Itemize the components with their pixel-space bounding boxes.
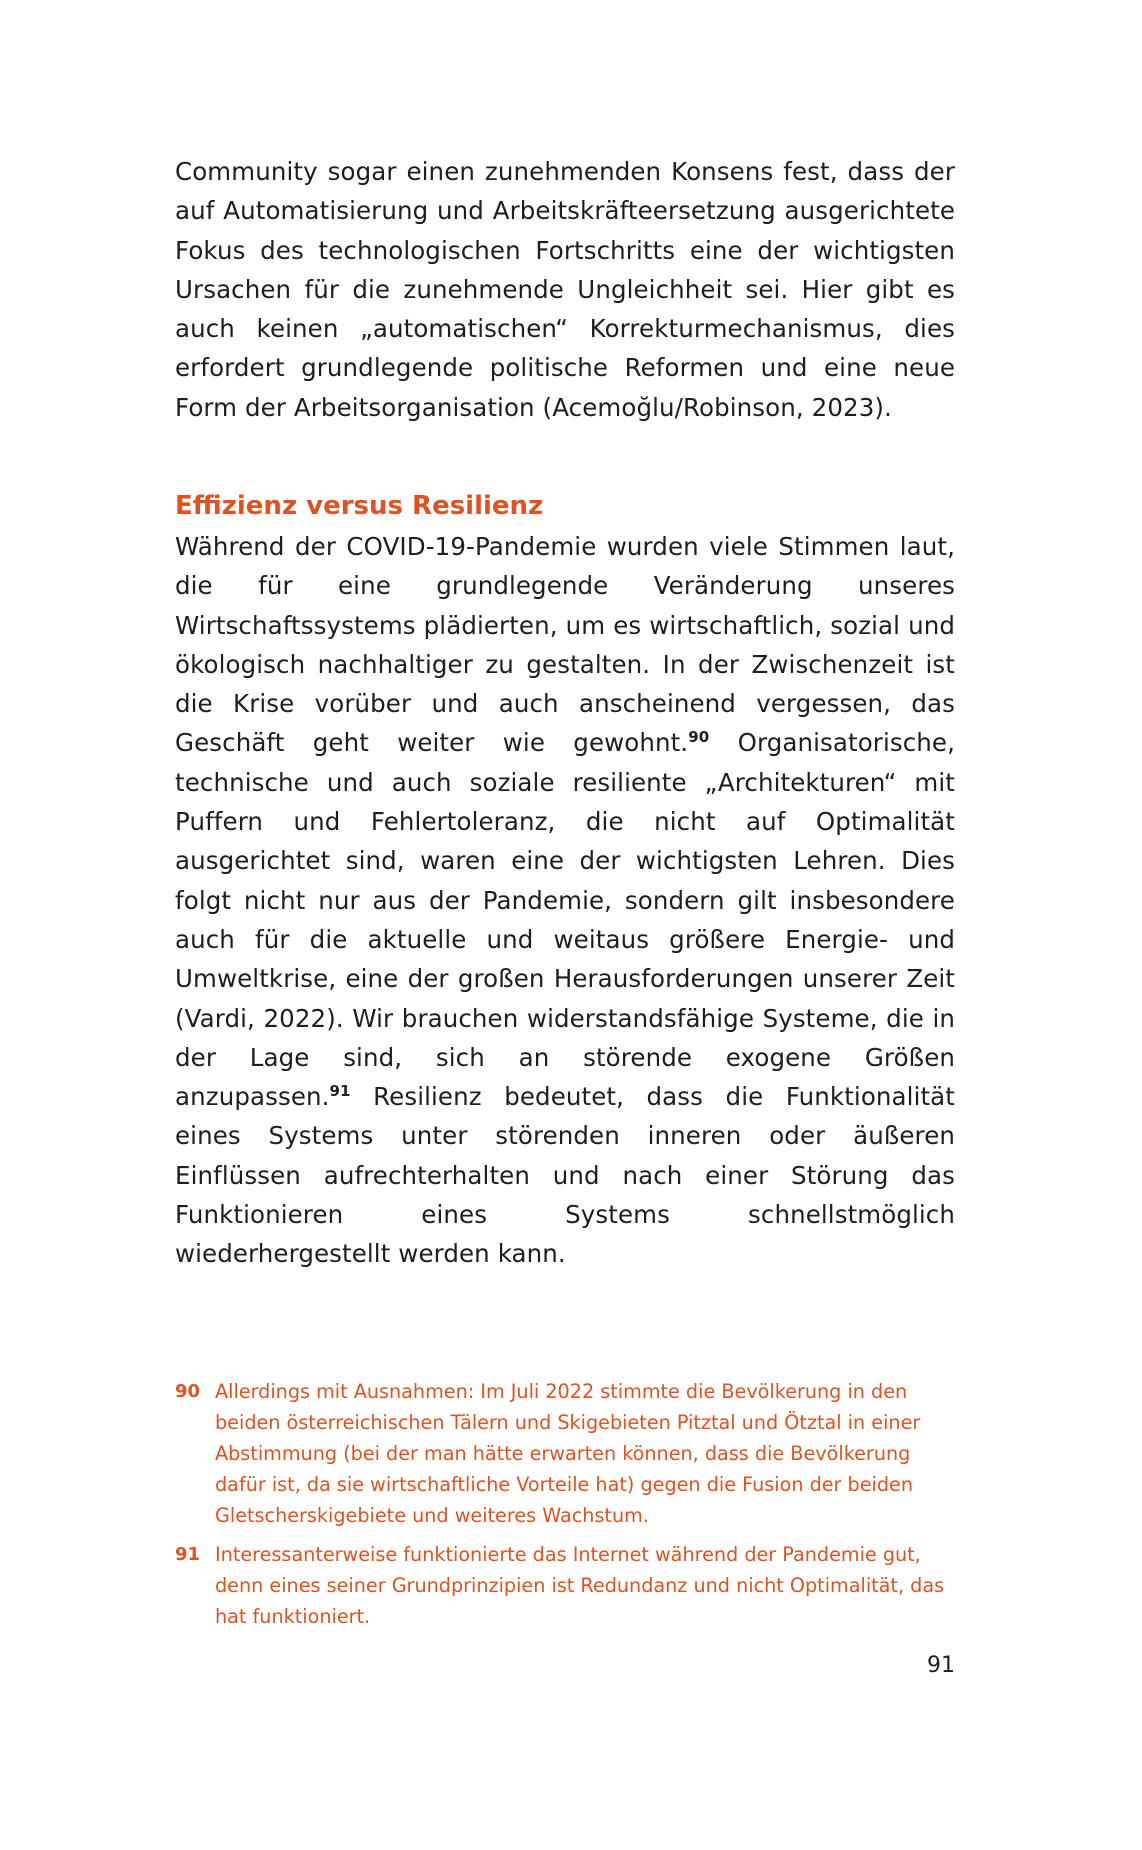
intro-paragraph-block: [175, 152, 955, 427]
footnote-number: 90: [175, 1381, 201, 1402]
page-number: 91: [927, 1653, 955, 1678]
intro-paragraph: Community sogar einen zunehmenden Konsens fest, dass der auf Automatisierung und Arbeitskräfteersetzung ausgerichtete Fokus des technologischen Fortschritts eine der wichtigsten Ursachen für die zunehmende Ungleichheit sei. Hier gibt es auch keinen „automatischen“ Korrekturmechanismus, dies erfordert grundlegende politische Reformen und eine neue Form der Arbeitsorganisation (Acemoğlu/Robinson, 2023).: [175, 157, 955, 422]
footnote-91: [175, 1539, 955, 1632]
footnote-number: 91: [175, 1544, 201, 1565]
footnote-reference-91[interactable]: 91: [329, 1082, 351, 1100]
footnote-90: [175, 1376, 955, 1531]
section-paragraph-block: [175, 527, 955, 1274]
footnotes-section: [175, 1376, 955, 1640]
footnote-text: Interessanterweise funktionierte das Internet während der Pandemie gut, denn eines seiner Grundprinzipien ist Redundanz und nicht Optimalität, das hat funktioniert.: [215, 1543, 945, 1628]
section-paragraph: [175, 527, 955, 1274]
section-text-part-3: Resilienz bedeutet, dass die Funktionalität eines Systems unter störenden inneren oder äußeren Einflüssen aufrechterhalten und nach einer Störung das Funktionieren eines Systems schnellstmöglich wiederhergestellt werden kann.: [175, 1082, 955, 1269]
section-heading: Effizienz versus Resilienz: [175, 491, 544, 521]
footnote-reference-90[interactable]: 90: [688, 728, 710, 747]
footnote-text: Allerdings mit Ausnahmen: Im Juli 2022 stimmte die Bevölkerung in den beiden österreichischen Tälern und Skigebieten Pitztal und Ötztal in einer Abstimmung (bei der man hätte erwarten können, dass die Bevölkerung dafür ist, da sie wirtschaftliche Vorteile hat) gegen die Fusion der beiden Gletscherskigebiete und weiteres Wachstum.: [215, 1380, 921, 1527]
section-text-part-2: Organisatorische, technische und auch soziale resiliente „Architekturen“ mit Puffern und Fehlertoleranz, die nicht auf Optimalität ausgerichtet sind, waren eine der wichtigsten Lehren. Dies folgt nicht nur aus der Pandemie, sondern gilt insbesondere auch für die aktuelle und weitaus größere Energie- und Umweltkrise, eine der großen Herausforderungen unserer Zeit (Vardi, 2022). Wir brauchen widerstandsfähige Systeme, die in der Lage sind, sich an störende exogene Größen anzupassen.: [175, 728, 955, 1112]
section-text-part-1: Während der COVID-19-Pandemie wurden viele Stimmen laut, die für eine grundlegende Veränderung unseres Wirtschaftssystems plädierten, um es wirtschaftlich, sozial und ökologisch nachhaltiger zu gestalten. In der Zwischenzeit ist die Krise vorüber und auch anscheinend vergessen, das Geschäft geht weiter wie gewohnt.: [175, 532, 955, 758]
